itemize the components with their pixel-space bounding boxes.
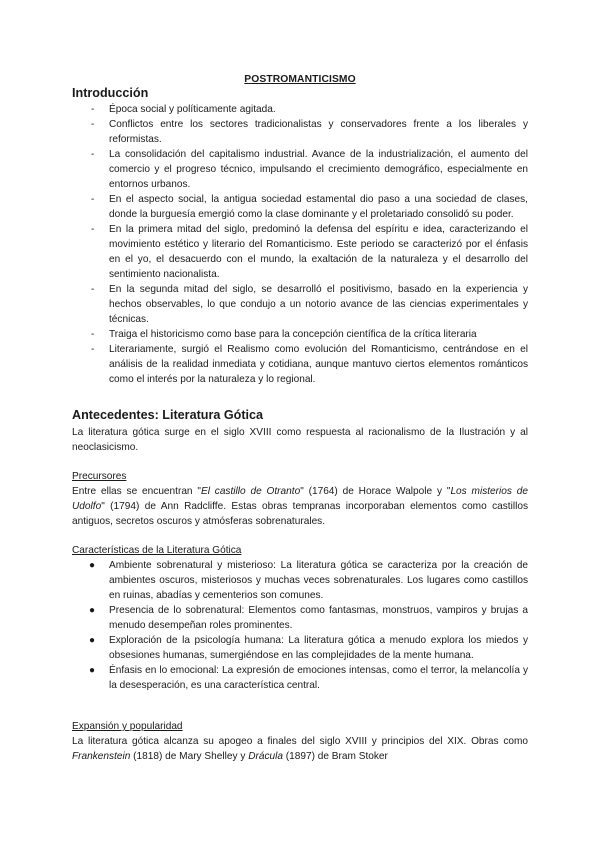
caracteristicas-heading: Características de la Literatura Gótica (72, 545, 242, 556)
bullet-icon: ● (89, 635, 96, 646)
intro-list (91, 102, 528, 387)
list-item: ● Presencia de lo sobrenatural: Elementos como fantasmas, monstruos, vampiros y brujas a menudo desempeñan roles prominentes. (89, 605, 528, 631)
list-item: - Conflictos entre los sectores tradicionalistas y conservadores frente a los liberales y reformistas. (91, 119, 528, 145)
antecedentes-text: La literatura gótica surge en el siglo XVIII como respuesta al racionalismo de la Ilustración y al neoclasicismo. (72, 427, 528, 453)
list-item: - La consolidación del capitalismo industrial. Avance de la industrialización, el aumento del comercio y el progreso técnico, impulsando el crecimiento demográfico, especialmente en entornos urbanos. (91, 149, 528, 190)
list-item: ● Exploración de la psicología humana: La literatura gótica a menudo explora los miedos y obsesiones humanas, sumergiéndose en las complejidades de la mente humana. (89, 635, 528, 661)
document-title: POSTROMANTICISMO (244, 74, 356, 85)
work-title: Drácula (248, 751, 283, 762)
caracteristicas-list-container (72, 558, 528, 693)
bullet-icon: ● (89, 605, 96, 616)
expansion-heading: Expansión y popularidad (72, 721, 183, 732)
list-item: ● Ambiente sobrenatural y misterioso: La literatura gótica se caracteriza por la creación de ambientes oscuros, misteriosos y muchas veces sobrenaturales. Los lugares como castillos en ruinas, abadías y cementerios son comunes. (89, 560, 528, 601)
list-item: - En la segunda mitad del siglo, se desarrolló el positivismo, basado en la experiencia y hechos observables, lo que condujo a un notorio avance de las ciencias experimentales y técnicas. (91, 284, 528, 325)
list-item: - En el aspecto social, la antigua sociedad estamental dio paso a una sociedad de clases, donde la burguesía emergió como la clase dominante y el proletariado consolidó su poder. (91, 194, 528, 220)
intro-list-container (91, 102, 528, 387)
expansion-text: La literatura gótica alcanza su apogeo a finales del siglo XVIII y principios del XIX. Obras como Frankenstein (1818) de Mary Shelley y Drácula (1897) de Bram Stoker (72, 736, 528, 762)
bullet-icon: ● (89, 560, 96, 571)
precursores-heading: Precursores (72, 471, 127, 482)
list-item: - En la primera mitad del siglo, predominó la defensa del espíritu e idea, caracterizando el movimiento estético y literario del Romanticismo. Este periodo se caracterizó por el énfasis en el yo, el desacuerdo con el mundo, la exaltación de la naturaleza y el desarrollo del sentimiento nacionalista. (91, 224, 528, 280)
work-title: El castillo de Otranto (200, 486, 301, 497)
antecedentes-heading: Antecedentes: Literatura Gótica (72, 408, 264, 422)
caracteristicas-list (72, 558, 528, 693)
bullet-icon: ● (89, 665, 96, 676)
intro-heading: Introducción (72, 86, 149, 100)
work-title: Los misterios de Udolfo (72, 486, 528, 512)
precursores-text: Entre ellas se encuentran "El castillo de Otranto" (1764) de Horace Walpole y "Los misterios de Udolfo" (1794) de Ann Radcliffe. Estas obras tempranas incorporaban elementos como castillos antiguos, secretos oscuros y atmósferas sobrenaturales. (72, 486, 528, 527)
work-title: Frankenstein (72, 751, 131, 762)
list-item: - Época social y políticamente agitada. (91, 104, 276, 115)
list-item: - Literariamente, surgió el Realismo como evolución del Romanticismo, centrándose en el análisis de la realidad inmediata y cotidiana, aunque mantuvo ciertos elementos románticos como el interés por la naturaleza y lo regional. (91, 344, 528, 385)
list-item: - Traiga el historicismo como base para la concepción científica de la crítica literaria (91, 329, 477, 340)
list-item: ● Énfasis en lo emocional: La expresión de emociones intensas, como el terror, la melancolía y la desesperación, es una característica central. (89, 665, 528, 691)
